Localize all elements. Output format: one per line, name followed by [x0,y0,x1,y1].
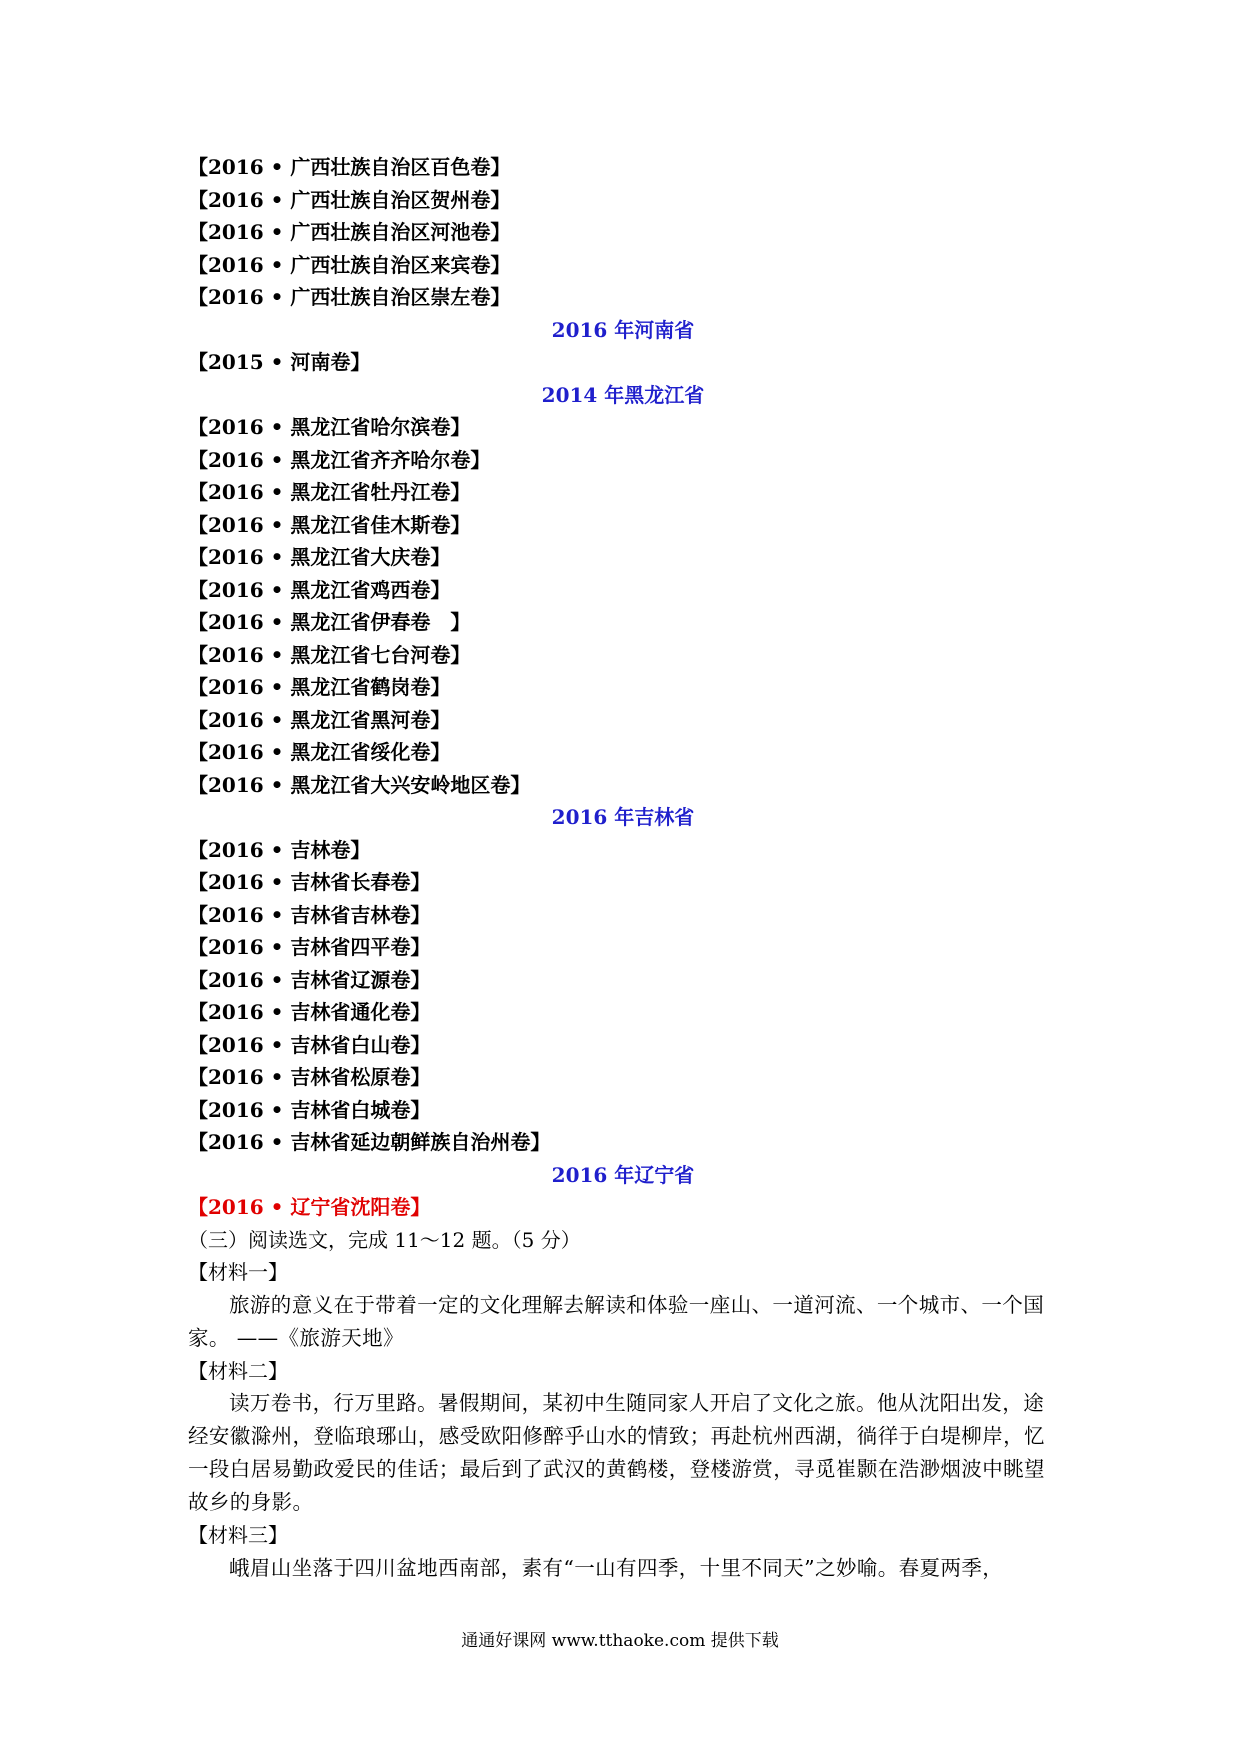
entry-line: 【2016 • 吉林省松原卷】 [188,1065,431,1089]
entry-line: 【2016 • 黑龙江省哈尔滨卷】 [188,415,471,439]
entry-line: 【2016 • 吉林省辽源卷】 [188,967,431,992]
entry-line: 【2016 • 黑龙江省齐齐哈尔卷】 [188,447,491,472]
entry-line: 【2016 • 广西壮族自治区崇左卷】 [188,285,511,309]
entry-line: 【2016 • 吉林省延边朝鲜族自治州卷】 [188,1130,551,1154]
entry-line: 【2016 • 黑龙江省大庆卷】 [188,545,451,569]
section-heading-liaoning: 2016 年辽宁省 [551,1162,695,1187]
entry-line: 【2016 • 广西壮族自治区百色卷】 [188,155,511,179]
entry-line: 【2016 • 吉林省白城卷】 [188,1097,431,1122]
entry-line: 【2016 • 吉林省白山卷】 [188,1032,431,1057]
section-heading-henan: 2016 年河南省 [551,317,695,342]
entry-line: 【2016 • 黑龙江省牡丹江卷】 [188,480,471,504]
entry-line: 【2016 • 黑龙江省黑河卷】 [188,707,451,732]
entry-line: 【2016 • 吉林卷】 [188,837,371,862]
question-instruction: （三）阅读选文，完成 11～12 题。（5 分） [188,1227,581,1252]
material-paragraph-2: 读万卷书，行万里路。暑假期间，某初中生随同家人开启了文化之旅。他从沈阳出发，途经安徽滁州，登临琅琊山，感受欧阳修醉乎山水的情致；再赴杭州西湖，徜徉于白堤柳岸，忆一段白居易勤政爱民的佳话；最后到了武汉的黄鹤楼，登楼游赏，寻觅崔颢在浩渺烟波中眺望故乡的身影。 [188,1391,1045,1514]
entry-line: 【2016 • 吉林省四平卷】 [188,935,431,959]
entry-line: 【2016 • 广西壮族自治区河池卷】 [188,220,511,244]
section-heading-jilin: 2016 年吉林省 [551,805,695,829]
page-footer: 通通好课网 www.tthaoke.com 提供下载 [461,1631,779,1651]
material-paragraph-1: 旅游的意义在于带着一定的文化理解去解读和体验一座山、一道河流、一个城市、一个国家。 ——《旅游天地》 [188,1292,1045,1350]
entry-line: 【2016 • 黑龙江省鹤岗卷】 [188,675,451,699]
entry-line: 【2016 • 黑龙江省大兴安岭地区卷】 [188,772,531,797]
material-paragraph-3: 峨眉山坐落于四川盆地西南部，素有“一山有四季，十里不同天”之妙喻。春夏两季， [229,1555,1004,1580]
entry-line: 【2016 • 吉林省通化卷】 [188,1000,431,1024]
material-label-3: 【材料三】 [188,1523,288,1547]
entry-line: 【2016 • 黑龙江省七台河卷】 [188,642,471,667]
entry-line: 【2016 • 黑龙江省绥化卷】 [188,740,451,764]
material-label-1: 【材料一】 [188,1260,288,1284]
material-label-2: 【材料二】 [188,1358,288,1383]
entry-line: 【2016 • 广西壮族自治区来宾卷】 [188,252,511,277]
entry-line: 【2016 • 黑龙江省佳木斯卷】 [188,512,471,537]
entry-line: 【2016 • 黑龙江省伊春卷 】 [188,610,471,634]
entry-line: 【2016 • 吉林省长春卷】 [188,870,431,894]
entry-line: 【2016 • 黑龙江省鸡西卷】 [188,577,451,602]
entry-line: 【2016 • 吉林省吉林卷】 [188,902,431,927]
entry-line: 【2016 • 广西壮族自治区贺州卷】 [188,187,511,212]
section-heading-heilongjiang: 2014 年黑龙江省 [541,382,705,407]
entry-line: 【2015 • 河南卷】 [188,350,371,374]
highlighted-entry-shenyang: 【2016 • 辽宁省沈阳卷】 [188,1195,431,1219]
document-content [188,151,1058,1585]
